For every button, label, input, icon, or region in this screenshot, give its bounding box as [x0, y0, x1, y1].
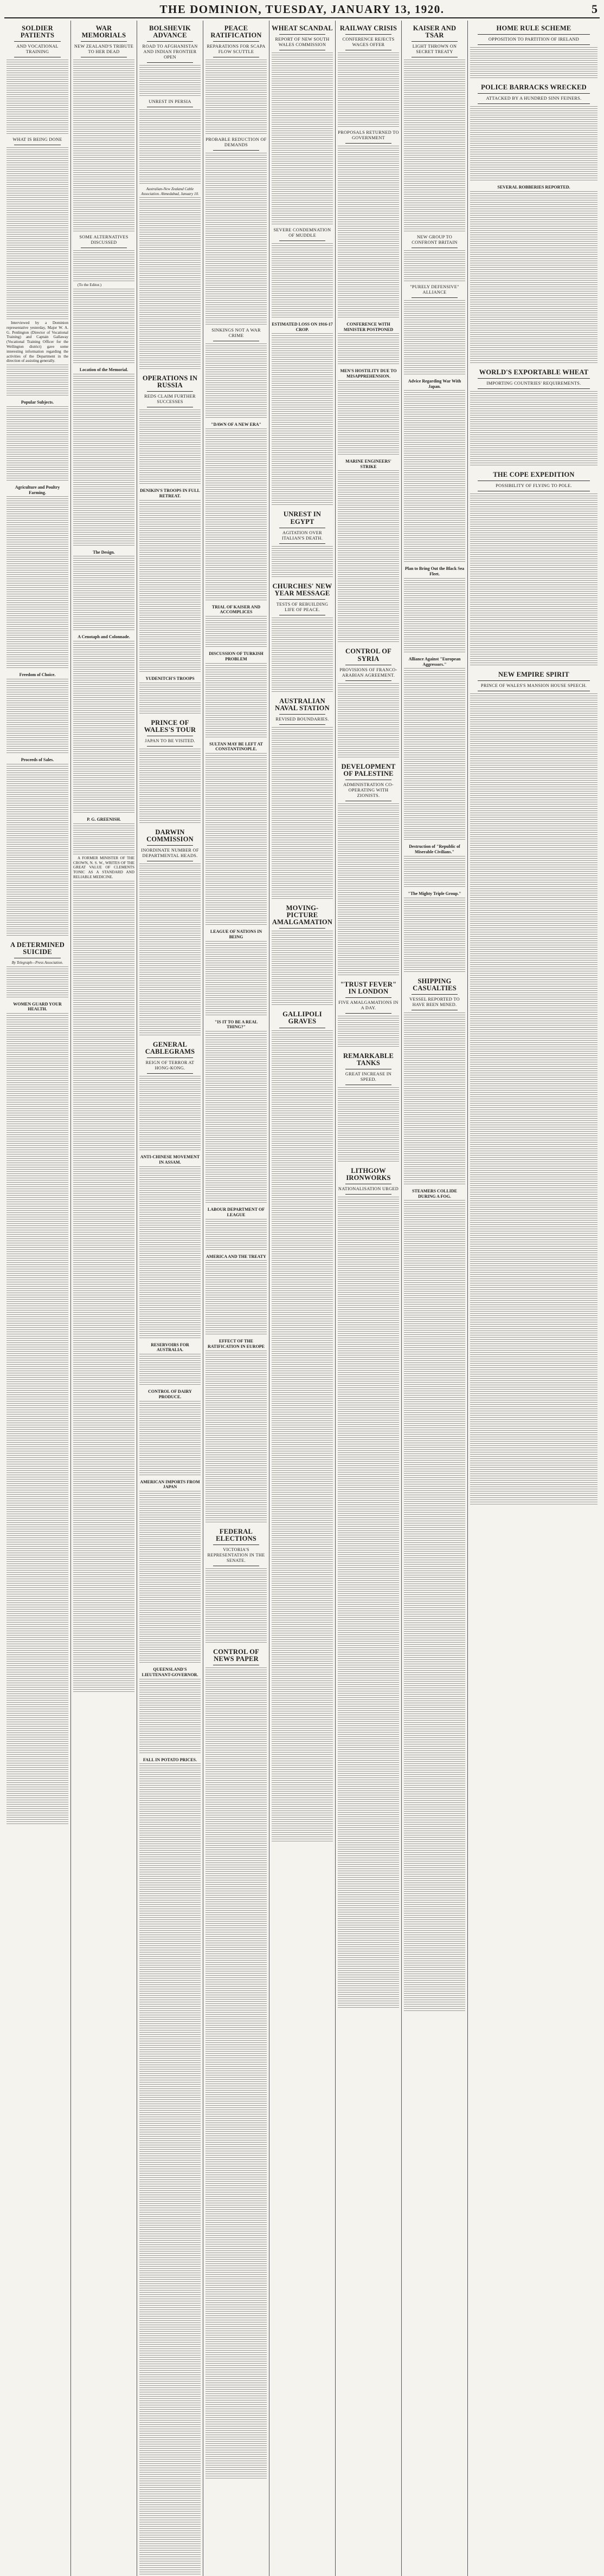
article-body-text — [404, 668, 465, 841]
article-body-text — [272, 243, 333, 319]
section-subhead: DISCUSSION OF TURKISH PROBLEM — [209, 651, 264, 661]
article-headline: MOVING-PICTURE AMALGAMATION — [272, 904, 333, 926]
headline-rule — [478, 680, 590, 681]
article-headline: WORLD'S EXPORTABLE WHEAT — [479, 368, 589, 376]
article-headline: DARWIN COMMISSION — [146, 828, 194, 843]
article-body-text — [205, 753, 267, 926]
headline-rule — [412, 994, 458, 995]
subheadline-rule — [147, 746, 193, 747]
article-body-text — [139, 65, 201, 98]
dateline: Australian-New Zealand Cable Association. Ahmedabad, January 10. — [141, 187, 199, 196]
headline-rule — [147, 845, 193, 846]
article-headline: PEACE RATIFICATION — [210, 24, 262, 40]
article-subheadline: JAPAN TO BE VISITED. — [145, 738, 195, 743]
article-subheadline: ROAD TO AFGHANISTAN AND INDIAN FRONTIER OPEN — [142, 44, 198, 60]
headline-rule — [478, 34, 590, 35]
article-headline: A DETERMINED SUICIDE — [10, 940, 65, 956]
article-headline: UNREST IN EGYPT — [283, 510, 322, 525]
article-body-text — [338, 803, 399, 977]
column-7 — [401, 21, 467, 2576]
article-headline: CHURCHES' NEW YEAR MESSAGE — [272, 582, 332, 597]
headline-rule — [279, 599, 325, 600]
article-subheadline: REPORT OF NEW SOUTH WALES COMMISSION — [275, 37, 330, 48]
article-body-text — [7, 147, 68, 321]
column-4 — [203, 21, 269, 2576]
article-body-text — [338, 1016, 399, 1048]
article-headline: AUSTRALIAN NAVAL STATION — [275, 697, 330, 712]
article-subheadline: SINKINGS NOT A WAR CRIME — [211, 328, 261, 339]
article-headline: DEVELOPMENT OF PALESTINE — [341, 762, 396, 777]
article-body-text — [272, 53, 333, 226]
article-body-text — [7, 764, 68, 937]
column-2 — [70, 21, 137, 2576]
section-subhead: SEVERAL ROBBERIES REPORTED. — [497, 185, 570, 190]
article-subheadline: PROBABLE REDUCTION OF DEMANDS — [205, 137, 267, 148]
article-headline: GALLIPOLI GRAVES — [282, 1010, 322, 1026]
article-body-text — [205, 1031, 267, 1204]
article-body-text — [139, 410, 201, 485]
article-subheadline: PROPOSALS RETURNED TO GOVERNMENT — [338, 130, 399, 140]
article-subheadline: ADMINISTRATION CO-OPERATING WITH ZIONISTS. — [343, 782, 394, 798]
section-subhead: Advice Regarding War With Japan. — [408, 378, 461, 389]
article-headline: WAR MEMORIALS — [81, 24, 126, 40]
article-body-text — [7, 679, 68, 755]
article-body-text — [272, 618, 333, 693]
headline-rule — [478, 378, 590, 379]
article-body-text — [404, 250, 465, 283]
article-body-text — [7, 60, 68, 135]
subheadline-rule — [147, 62, 193, 63]
newspaper-title: THE DOMINION, TUESDAY, JANUARY 13, 1920. — [159, 3, 445, 16]
article-body-text — [205, 1568, 267, 1644]
article-paragraph: Interviewed by a Dominion representative yesterday, Major W. A. G. Penlington (Director of Vocational Training) and Captain Gallaway (Vocational Training Officer for the Wellington district) gave some interesting information regarding the activities of the Department in the direction of assisting generally. — [7, 321, 68, 364]
article-subheadline: PROVISIONS OF FRANCO-ARABIAN AGREEMENT. — [339, 667, 397, 678]
article-body-text — [404, 1013, 465, 1186]
section-subhead: Freedom of Choice. — [19, 672, 56, 678]
column-6 — [335, 21, 401, 2576]
subheadline-rule — [412, 297, 458, 298]
article-paragraph: A FORMER MINISTER OF THE CROWN, N. S. W., WRITES OF THE GREAT VALUE OF CLEMENTS TONIC AS A STANDARD AND RELIABLE MEDICINE. — [73, 855, 134, 879]
article-body-text — [139, 749, 201, 825]
headline-rule — [345, 34, 391, 35]
article-headline: NEW EMPIRE SPIRIT — [498, 671, 569, 679]
article-body-text — [7, 406, 68, 482]
section-subhead: MEN'S HOSTILITY DUE TO MISAPPREHENSION. — [340, 368, 397, 379]
section-subhead: TRIAL OF KAISER AND ACCOMPLICES — [211, 604, 261, 615]
section-subhead: "DAWN OF A NEW ERA" — [211, 421, 261, 427]
section-subhead: AMERICAN IMPORTS FROM JAPAN — [140, 1479, 200, 1490]
section-subhead: STEAMERS COLLIDE DURING A FOG. — [412, 1188, 457, 1199]
article-body-text — [139, 1354, 201, 1386]
article-body-text — [338, 333, 399, 366]
article-body-text — [338, 470, 399, 644]
article-body-text — [338, 1197, 399, 2009]
article-subheadline: OPPOSITION TO PARTITION OF IRELAND — [488, 37, 580, 42]
section-subhead: LABOUR DEPARTMENT OF LEAGUE — [207, 1207, 265, 1217]
article-body-text — [73, 556, 134, 632]
article-body-text — [73, 823, 134, 856]
article-body-text — [272, 333, 333, 507]
section-subhead: "The Mighty Triple Group." — [408, 891, 461, 896]
article-body-text — [272, 1030, 333, 1843]
article-body-text — [470, 494, 597, 667]
headline-rule — [412, 41, 458, 42]
article-headline: RAILWAY CRISIS — [339, 24, 397, 32]
section-subhead: Alliance Against "European Aggressors." — [408, 656, 461, 667]
article-subheadline: AGITATION OVER ITALIAN'S DEATH. — [281, 530, 323, 541]
article-body-text — [205, 1351, 267, 1524]
article-subheadline: POSSIBILITY OF FLYING TO POLE. — [496, 483, 572, 489]
section-subhead: P. G. GREENISH. — [87, 817, 121, 822]
section-subhead: SULTAN MAY BE LEFT AT CONSTANTINOPLE. — [209, 741, 263, 752]
section-subhead: LEAGUE OF NATIONS IN BEING — [210, 929, 262, 939]
article-body-text — [139, 1491, 201, 1664]
article-headline: KAISER AND TSAR — [413, 24, 457, 40]
section-subhead: The Design. — [93, 549, 115, 555]
subheadline-rule — [279, 724, 325, 725]
column-8 — [467, 21, 600, 2576]
subheadline-rule — [345, 1013, 391, 1014]
article-subheadline: REDS CLAIM FURTHER SUCCESSES — [144, 394, 196, 405]
page-number: 5 — [592, 2, 597, 16]
article-body-text — [470, 391, 597, 467]
section-subhead: "IS IT TO BE A REAL THING?" — [214, 1019, 258, 1030]
section-subhead: CONTROL OF DAIRY PRODUCE. — [148, 1389, 192, 1399]
article-subheadline: VESSEL REPORTED TO HAVE BEEN MINED. — [409, 996, 460, 1007]
headline-rule — [279, 714, 325, 715]
article-body-text — [470, 693, 597, 1506]
article-headline: FEDERAL ELECTIONS — [216, 1527, 256, 1543]
article-subheadline: ATTACKED BY A HUNDRED SINN FEINERS. — [486, 96, 582, 101]
article-subheadline: LIGHT THROWN ON SECRET TREATY — [412, 44, 457, 55]
article-body-text — [404, 60, 465, 233]
article-headline: GENERAL CABLEGRAMS — [145, 1040, 195, 1056]
article-body-text — [139, 1076, 201, 1152]
headline-rule — [147, 391, 193, 392]
article-subheadline: NEW ZEALAND'S TRIBUTE TO HER DEAD — [74, 44, 134, 55]
article-body-text — [205, 1260, 267, 1336]
subheadline-rule — [478, 103, 590, 104]
article-subheadline: WHAT IS BEING DONE — [12, 137, 62, 142]
subheadline-rule — [478, 44, 590, 45]
article-subheadline: VICTORIA'S REPRESENTATION IN THE SENATE. — [207, 1547, 265, 1563]
article-body-text — [73, 881, 134, 1693]
article-body-text — [272, 727, 333, 900]
article-body-text — [205, 941, 267, 1017]
article-headline: POLICE BARRACKS WRECKED — [481, 83, 587, 92]
section-subhead: YUDENITCH'S TROOPS — [145, 676, 195, 681]
article-headline: LITHGOW IRONWORKS — [346, 1167, 391, 1182]
subheadline-rule — [345, 143, 391, 144]
article-body-text — [205, 616, 267, 648]
section-subhead: ANTI-CHINESE MOVEMENT IN ASSAM. — [140, 1154, 200, 1165]
article-subheadline: IMPORTING COUNTRIES' REQUIREMENTS. — [486, 381, 581, 386]
article-body-text — [205, 60, 267, 135]
section-subhead: Proceeds of Sales. — [21, 757, 54, 763]
article-subheadline: CONFERENCE REJECTS WAGES OFFER — [342, 37, 395, 48]
headline-rule — [147, 41, 193, 42]
article-body-text — [205, 429, 267, 602]
column-1 — [4, 21, 70, 2576]
headline-rule — [345, 997, 391, 998]
article-subheadline: PRINCE OF WALES'S MANSION HOUSE SPEECH. — [480, 683, 587, 689]
section-subhead: FALL IN POTATO PRICES. — [143, 1757, 197, 1762]
article-body-text — [470, 191, 597, 365]
article-subheadline: "PURELY DEFENSIVE" ALLIANCE — [410, 284, 459, 295]
article-headline: SOLDIER PATIENTS — [20, 24, 55, 40]
article-subheadline: UNREST IN PERSIA — [149, 99, 191, 105]
article-body-text — [7, 365, 68, 397]
article-subheadline: REIGN OF TERROR AT HONG-KONG. — [145, 1060, 195, 1071]
section-subhead: Popular Subjects. — [21, 400, 54, 405]
headline-rule — [279, 34, 325, 35]
section-subhead: Plan to Bring Out the Black Sea Fleet. — [404, 566, 465, 577]
article-body-text — [404, 578, 465, 654]
section-subhead: ESTIMATED LOSS ON 1916-17 CROP. — [272, 321, 333, 332]
column-5 — [269, 21, 335, 2576]
article-body-text — [404, 390, 465, 563]
article-body-text — [470, 106, 597, 182]
article-body-text — [139, 1763, 201, 2576]
article-headline: BOLSHEVIK ADVANCE — [149, 24, 191, 40]
article-body-text — [338, 380, 399, 456]
article-subheadline: TESTS OF REBUILDING LIFE OF PEACE. — [276, 601, 329, 612]
article-headline: PRINCE OF WALES'S TOUR — [144, 718, 196, 734]
article-subheadline: SOME ALTERNATIVES DISCUSSED — [79, 235, 128, 245]
article-body-text — [404, 1200, 465, 2013]
headline-rule — [478, 93, 590, 94]
article-body-text — [73, 250, 134, 283]
section-subhead: AMERICA AND THE TREATY — [206, 1254, 266, 1259]
article-body-text — [7, 966, 68, 999]
article-body-text — [205, 663, 267, 739]
section-subhead: Agriculture and Poultry Farming. — [15, 484, 60, 495]
article-body-text — [404, 898, 465, 974]
article-subheadline: NATIONALISATION URGED — [338, 1186, 399, 1192]
headline-rule — [213, 41, 259, 42]
article-headline: WHEAT SCANDAL — [272, 24, 333, 32]
article-body-text — [205, 1219, 267, 1251]
article-subheadline: REPARATIONS FOR SCAPA FLOW SCUTTLE — [207, 44, 266, 55]
article-body-text — [139, 109, 201, 185]
subheadline-rule — [147, 1073, 193, 1074]
section-subhead: QUEENSLAND'S LIEUTENANT-GOVERNOR. — [142, 1667, 198, 1677]
headline-rule — [279, 928, 325, 929]
masthead — [4, 1, 600, 18]
article-body-text — [470, 47, 597, 80]
article-body-text — [404, 300, 465, 376]
article-body-text — [139, 1679, 201, 1755]
article-body-text — [73, 60, 134, 233]
dateline: By Telegraph—Press Association. — [11, 961, 63, 965]
article-headline: HOME RULE SCHEME — [496, 24, 571, 32]
section-subhead: DENIKIN'S TROOPS IN FULL RETREAT. — [140, 488, 200, 499]
article-body-text — [338, 1087, 399, 1163]
article-body-text — [7, 1013, 68, 1826]
article-subheadline: GREAT INCREASE IN SPEED. — [345, 1072, 392, 1082]
article-headline: SHIPPING CASUALTIES — [413, 977, 457, 992]
subheadline-rule — [345, 680, 391, 681]
section-subhead: RESERVOIRS FOR AUSTRALIA. — [151, 1342, 189, 1353]
article-body-text — [7, 496, 68, 670]
article-body-text — [73, 289, 134, 365]
article-paragraph: (To the Editor.) — [78, 283, 102, 288]
article-subheadline: SEVERE CONDEMNATION OF MUDDLE — [273, 228, 331, 238]
article-body-text — [272, 931, 333, 1007]
article-body-text — [139, 1401, 201, 1477]
article-body-text — [205, 343, 267, 419]
article-body-text — [338, 146, 399, 319]
subheadline-rule — [213, 150, 259, 151]
article-body-text — [205, 153, 267, 326]
subheadline-rule — [478, 388, 590, 389]
article-subheadline: REVISED BOUNDARIES. — [275, 717, 329, 722]
article-headline: CONTROL OF SYRIA — [345, 647, 391, 663]
section-subhead: Destruction of "Republic of Miserable Civilians." — [409, 844, 460, 855]
headline-rule — [14, 41, 61, 42]
section-subhead: A Cenotaph and Colonnade. — [78, 634, 130, 640]
subheadline-rule — [279, 543, 325, 544]
article-headline: REMARKABLE TANKS — [343, 1052, 394, 1067]
headline-rule — [147, 1057, 193, 1058]
article-subheadline: INORDINATE NUMBER OF DEPARTMENTAL HEADS. — [141, 847, 199, 858]
article-subheadline: AND VOCATIONAL TRAINING — [16, 44, 59, 55]
article-body-text — [139, 683, 201, 715]
article-body-text — [139, 197, 201, 371]
section-subhead: CONFERENCE WITH MINISTER POSTPONED — [343, 321, 394, 332]
article-body-text — [205, 1667, 267, 2480]
article-body-text — [73, 374, 134, 547]
article-headline: OPERATIONS IN RUSSIA — [142, 374, 198, 390]
newspaper-columns — [4, 21, 600, 1762]
article-body-text — [338, 683, 399, 759]
article-body-text — [338, 53, 399, 128]
section-subhead: EFFECT OF THE RATIFICATION IN EUROPE — [207, 1339, 265, 1349]
article-body-text — [139, 1166, 201, 1340]
article-body-text — [404, 856, 465, 888]
article-body-text — [139, 500, 201, 673]
article-body-text — [272, 546, 333, 579]
section-subhead: WOMEN GUARD YOUR HEALTH. — [13, 1001, 62, 1012]
section-subhead: Location of the Memorial. — [79, 367, 128, 372]
article-subheadline: NEW GROUP TO CONFRONT BRITAIN — [412, 235, 458, 245]
headline-rule — [81, 41, 127, 42]
article-headline: "TRUST FEVER" IN LONDON — [340, 980, 397, 995]
article-subheadline: FIVE AMALGAMATIONS IN A DAY. — [338, 1000, 399, 1010]
article-body-text — [139, 864, 201, 1037]
article-headline: CONTROL OF NEWS PAPER — [213, 1648, 259, 1663]
article-headline: THE COPE EXPEDITION — [493, 470, 575, 478]
column-3 — [137, 21, 203, 2576]
section-subhead: MARINE ENGINEERS' STRIKE — [345, 458, 391, 469]
subheadline-rule — [345, 1194, 391, 1195]
article-body-text — [73, 641, 134, 814]
